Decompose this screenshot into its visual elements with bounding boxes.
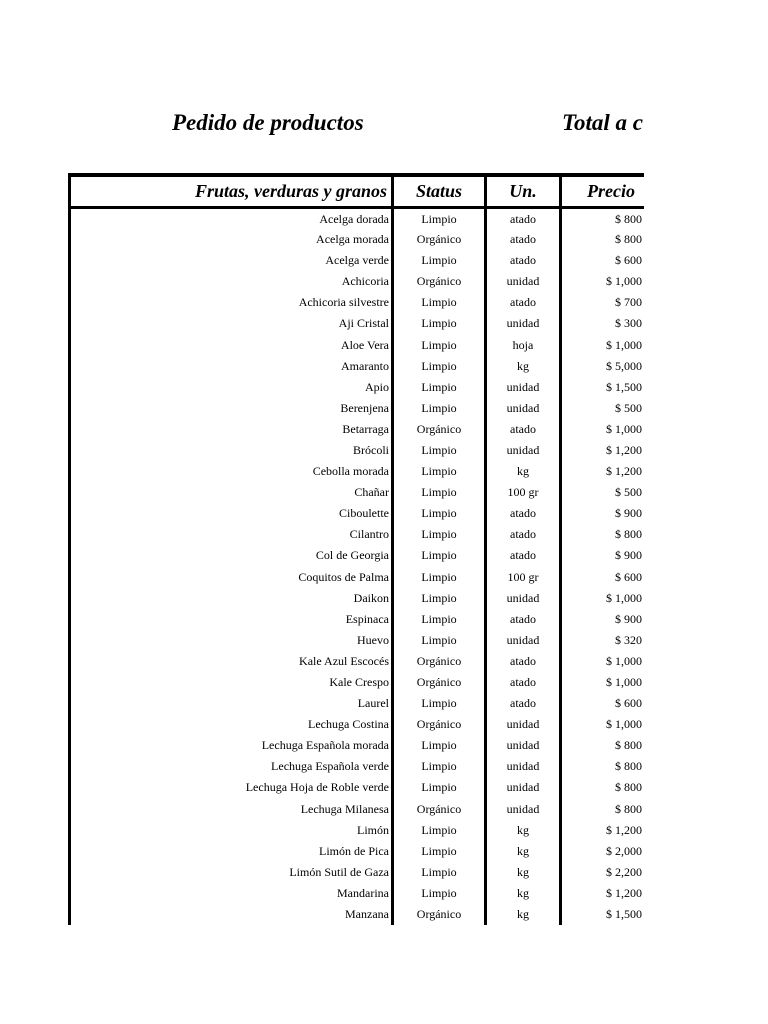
product-status-cell: Orgánico (393, 671, 486, 692)
document-title: Pedido de productos (172, 110, 364, 135)
table-header-row (70, 175, 645, 207)
product-status-cell: Limpio (393, 777, 486, 798)
product-price-cell (561, 587, 645, 608)
product-name-cell: Acelga verde (70, 250, 393, 271)
table-row (70, 503, 645, 524)
product-price-value: $ 1,200 (606, 822, 642, 837)
table-row (70, 714, 645, 735)
product-price-cell (561, 608, 645, 629)
table-row (70, 861, 645, 882)
product-price-cell (561, 461, 645, 482)
product-unit-cell: unidad (486, 629, 561, 650)
product-price-value: $ 500 (615, 400, 642, 415)
product-price-value: $ 2,000 (606, 843, 642, 858)
product-status-cell: Orgánico (393, 229, 486, 250)
product-name-cell: Coquitos de Palma (70, 566, 393, 587)
product-price-cell (561, 545, 645, 566)
product-unit-cell: unidad (486, 777, 561, 798)
table-row (70, 608, 645, 629)
product-price-value: $ 800 (615, 232, 642, 247)
product-status-cell: Limpio (393, 250, 486, 271)
table-row (70, 735, 645, 756)
product-unit-cell: atado (486, 503, 561, 524)
product-unit-cell: kg (486, 882, 561, 903)
product-name-cell: Lechuga Hoja de Roble verde (70, 777, 393, 798)
table-row (70, 777, 645, 798)
product-price-cell (561, 313, 645, 334)
product-status-cell: Orgánico (393, 418, 486, 439)
product-price-cell (561, 418, 645, 439)
product-status-cell: Limpio (393, 313, 486, 334)
product-name-cell: Chañar (70, 482, 393, 503)
table-row (70, 587, 645, 608)
product-unit-cell: unidad (486, 798, 561, 819)
product-name-cell: Limón de Pica (70, 840, 393, 861)
product-price-value: $ 1,500 (606, 379, 642, 394)
product-unit-cell: unidad (486, 756, 561, 777)
product-price-value: $ 800 (615, 211, 642, 226)
product-unit-cell: unidad (486, 714, 561, 735)
product-price-cell (561, 566, 645, 587)
product-name-cell: Mandarina (70, 882, 393, 903)
product-status-cell: Limpio (393, 482, 486, 503)
product-name-cell: Kale Crespo (70, 671, 393, 692)
product-status-cell: Limpio (393, 397, 486, 418)
product-unit-cell: hoja (486, 334, 561, 355)
product-status-cell: Limpio (393, 461, 486, 482)
product-price-value: $ 1,500 (606, 907, 642, 922)
product-price-value: $ 1,200 (606, 442, 642, 457)
product-status-cell: Limpio (393, 355, 486, 376)
table-row (70, 376, 645, 397)
product-price-cell (561, 397, 645, 418)
product-unit-cell: atado (486, 229, 561, 250)
table-row (70, 545, 645, 566)
product-price-value: $ 1,000 (606, 675, 642, 690)
product-price-value: $ 700 (615, 295, 642, 310)
product-price-cell (561, 756, 645, 777)
product-status-cell: Limpio (393, 861, 486, 882)
total-label-container (562, 110, 644, 136)
product-table (68, 173, 644, 925)
column-header-status: Status (393, 175, 486, 207)
product-price-value: $ 800 (615, 759, 642, 774)
product-name-cell: Limón (70, 819, 393, 840)
product-price-value: $ 1,000 (606, 337, 642, 352)
product-price-cell (561, 861, 645, 882)
table-row (70, 524, 645, 545)
product-status-cell: Limpio (393, 882, 486, 903)
table-row (70, 566, 645, 587)
product-name-cell: Lechuga Costina (70, 714, 393, 735)
product-price-cell (561, 355, 645, 376)
product-price-cell (561, 650, 645, 671)
product-price-cell (561, 840, 645, 861)
product-unit-cell: unidad (486, 376, 561, 397)
product-price-value: $ 800 (615, 801, 642, 816)
product-name-cell: Espinaca (70, 608, 393, 629)
product-status-cell: Limpio (393, 587, 486, 608)
product-price-value: $ 1,000 (606, 717, 642, 732)
product-unit-cell: 100 gr (486, 566, 561, 587)
product-status-cell: Orgánico (393, 650, 486, 671)
product-price-value: $ 600 (615, 569, 642, 584)
product-price-cell (561, 207, 645, 229)
product-price-value: $ 300 (615, 316, 642, 331)
product-status-cell: Limpio (393, 566, 486, 587)
column-header-price: Precio (561, 175, 645, 207)
table-row (70, 482, 645, 503)
table-row (70, 397, 645, 418)
product-price-cell (561, 714, 645, 735)
product-name-cell: Laurel (70, 693, 393, 714)
product-name-cell: Berenjena (70, 397, 393, 418)
product-status-cell: Limpio (393, 840, 486, 861)
product-unit-cell: atado (486, 608, 561, 629)
product-price-cell (561, 229, 645, 250)
product-status-cell: Limpio (393, 819, 486, 840)
product-status-cell: Limpio (393, 629, 486, 650)
product-price-value: $ 5,000 (606, 358, 642, 373)
product-unit-cell: atado (486, 545, 561, 566)
product-price-cell (561, 524, 645, 545)
table-row (70, 693, 645, 714)
product-status-cell: Limpio (393, 207, 486, 229)
product-unit-cell: unidad (486, 439, 561, 460)
table-row (70, 840, 645, 861)
product-price-value: $ 800 (615, 780, 642, 795)
table-row (70, 650, 645, 671)
product-name-cell: Lechuga Milanesa (70, 798, 393, 819)
product-price-cell (561, 798, 645, 819)
product-status-cell: Limpio (393, 524, 486, 545)
product-name-cell: Apio (70, 376, 393, 397)
product-name-cell: Achicoria (70, 271, 393, 292)
product-price-value: $ 900 (615, 611, 642, 626)
product-price-value: $ 1,200 (606, 464, 642, 479)
table-row (70, 439, 645, 460)
product-price-cell (561, 882, 645, 903)
product-name-cell: Aloe Vera (70, 334, 393, 355)
product-price-value: $ 600 (615, 253, 642, 268)
product-name-cell: Kale Azul Escocés (70, 650, 393, 671)
product-name-cell: Acelga dorada (70, 207, 393, 229)
product-name-cell: Brócoli (70, 439, 393, 460)
product-status-cell: Limpio (393, 608, 486, 629)
product-unit-cell: atado (486, 650, 561, 671)
product-price-cell (561, 503, 645, 524)
product-price-value: $ 600 (615, 696, 642, 711)
product-price-cell (561, 904, 645, 925)
product-status-cell: Limpio (393, 334, 486, 355)
product-unit-cell: kg (486, 819, 561, 840)
product-status-cell: Limpio (393, 503, 486, 524)
product-table-container (68, 173, 644, 930)
product-status-cell: Orgánico (393, 714, 486, 735)
product-status-cell: Limpio (393, 376, 486, 397)
table-row (70, 271, 645, 292)
product-price-cell (561, 777, 645, 798)
product-unit-cell: atado (486, 250, 561, 271)
product-unit-cell: atado (486, 418, 561, 439)
product-name-cell: Manzana (70, 904, 393, 925)
product-unit-cell: atado (486, 292, 561, 313)
product-status-cell: Limpio (393, 292, 486, 313)
table-row (70, 250, 645, 271)
product-status-cell: Orgánico (393, 904, 486, 925)
table-row (70, 355, 645, 376)
product-price-cell (561, 629, 645, 650)
product-price-value: $ 900 (615, 506, 642, 521)
product-price-cell (561, 334, 645, 355)
product-price-cell (561, 271, 645, 292)
product-unit-cell: kg (486, 461, 561, 482)
product-name-cell: Aji Cristal (70, 313, 393, 334)
product-price-cell (561, 482, 645, 503)
product-unit-cell: atado (486, 207, 561, 229)
product-price-cell (561, 735, 645, 756)
product-price-cell (561, 671, 645, 692)
product-unit-cell: unidad (486, 735, 561, 756)
column-header-products: Frutas, verduras y granos (70, 175, 393, 207)
product-status-cell: Limpio (393, 735, 486, 756)
product-status-cell: Limpio (393, 693, 486, 714)
product-unit-cell: unidad (486, 587, 561, 608)
total-label: Total a c (562, 110, 643, 135)
product-price-value: $ 800 (615, 738, 642, 753)
product-price-value: $ 320 (615, 632, 642, 647)
product-price-cell (561, 292, 645, 313)
product-name-cell: Ciboulette (70, 503, 393, 524)
product-price-value: $ 900 (615, 548, 642, 563)
table-row (70, 629, 645, 650)
product-unit-cell: kg (486, 355, 561, 376)
product-price-cell (561, 439, 645, 460)
product-unit-cell: atado (486, 671, 561, 692)
table-row (70, 334, 645, 355)
product-name-cell: Cebolla morada (70, 461, 393, 482)
product-name-cell: Acelga morada (70, 229, 393, 250)
product-unit-cell: 100 gr (486, 482, 561, 503)
table-row (70, 671, 645, 692)
product-name-cell: Daikon (70, 587, 393, 608)
table-row (70, 292, 645, 313)
product-price-value: $ 1,200 (606, 885, 642, 900)
product-name-cell: Amaranto (70, 355, 393, 376)
product-price-value: $ 1,000 (606, 590, 642, 605)
product-status-cell: Orgánico (393, 271, 486, 292)
product-price-cell (561, 376, 645, 397)
product-price-value: $ 800 (615, 527, 642, 542)
product-unit-cell: kg (486, 840, 561, 861)
product-unit-cell: kg (486, 904, 561, 925)
product-price-value: $ 1,000 (606, 421, 642, 436)
table-row (70, 819, 645, 840)
table-row (70, 461, 645, 482)
product-unit-cell: kg (486, 861, 561, 882)
table-row (70, 418, 645, 439)
product-name-cell: Lechuga Española morada (70, 735, 393, 756)
product-price-value: $ 1,000 (606, 653, 642, 668)
table-row (70, 207, 645, 229)
product-price-cell (561, 250, 645, 271)
table-row (70, 313, 645, 334)
table-body (70, 207, 645, 925)
product-unit-cell: atado (486, 524, 561, 545)
table-row (70, 798, 645, 819)
column-header-unit: Un. (486, 175, 561, 207)
product-name-cell: Cilantro (70, 524, 393, 545)
product-status-cell: Limpio (393, 545, 486, 566)
product-name-cell: Lechuga Española verde (70, 756, 393, 777)
table-row (70, 229, 645, 250)
table-row (70, 904, 645, 925)
product-price-cell (561, 819, 645, 840)
table-row (70, 756, 645, 777)
product-unit-cell: unidad (486, 271, 561, 292)
product-status-cell: Limpio (393, 439, 486, 460)
product-name-cell: Limón Sutil de Gaza (70, 861, 393, 882)
product-name-cell: Col de Georgia (70, 545, 393, 566)
product-unit-cell: unidad (486, 313, 561, 334)
product-name-cell: Betarraga (70, 418, 393, 439)
product-price-value: $ 2,200 (606, 864, 642, 879)
product-name-cell: Achicoria silvestre (70, 292, 393, 313)
product-status-cell: Orgánico (393, 798, 486, 819)
product-price-cell (561, 693, 645, 714)
product-status-cell: Limpio (393, 756, 486, 777)
table-row (70, 882, 645, 903)
product-unit-cell: unidad (486, 397, 561, 418)
product-name-cell: Huevo (70, 629, 393, 650)
product-price-value: $ 1,000 (606, 274, 642, 289)
product-price-value: $ 500 (615, 485, 642, 500)
product-unit-cell: atado (486, 693, 561, 714)
